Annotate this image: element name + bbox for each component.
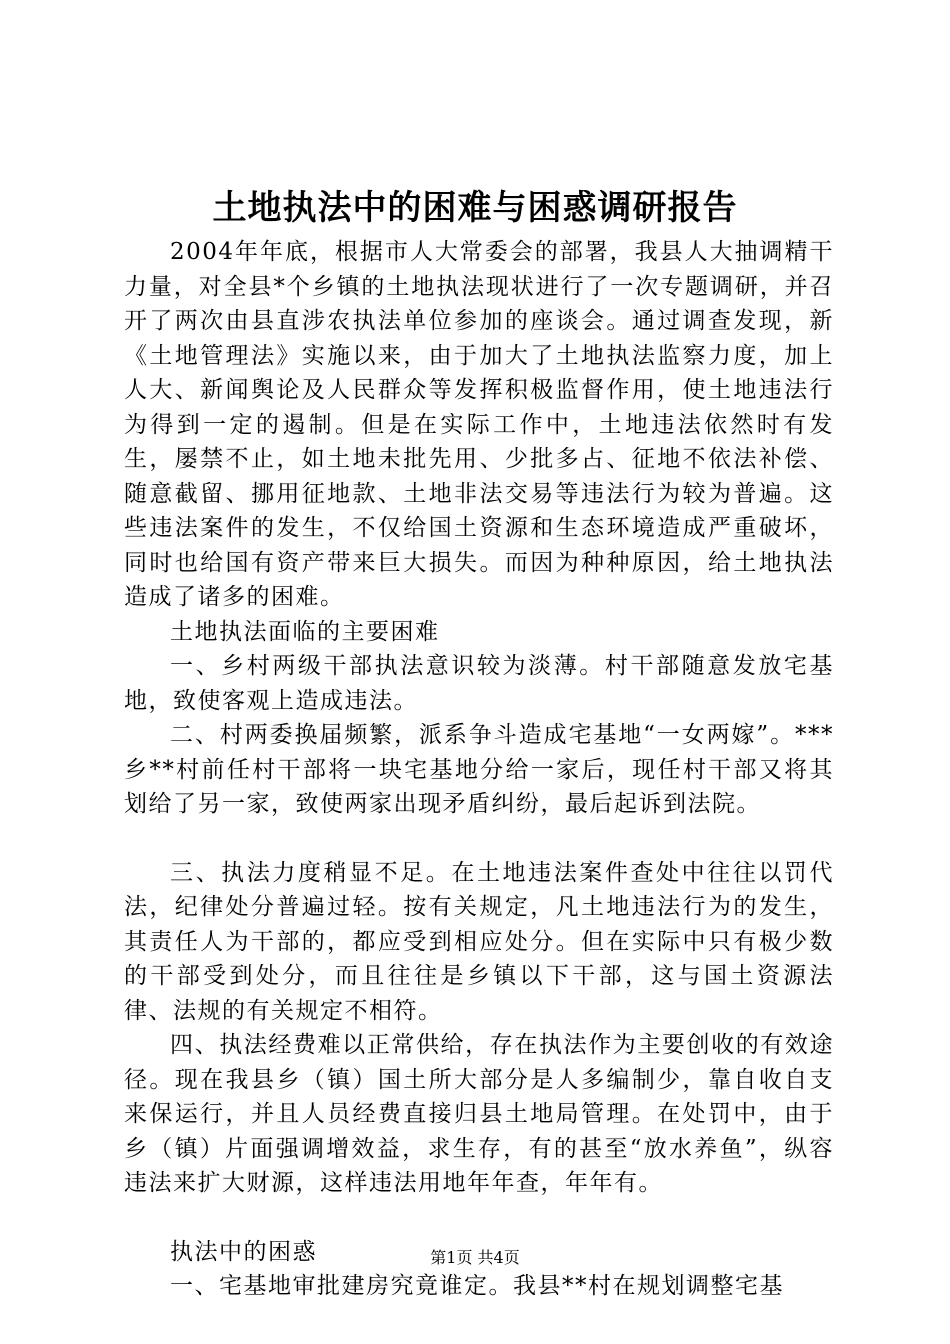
page-footer: 第1页 共4页 [430,1248,520,1267]
section-heading-difficulties: 土地执法面临的主要困难 [170,618,440,645]
section-heading-confusions: 执法中的困惑 [170,1238,317,1265]
document-title: 土地执法中的困难与困惑调研报告 [212,188,738,228]
paragraph-difficulty-2: 二、村两委换届频繁，派系争斗造成宅基地“一女两嫁”。***乡**村前任村干部将一块宅基地分给一家后，现任村干部又将其划给了另一家，致使两家出现矛盾纠纷，最后起诉到法院。 [124,722,834,817]
paragraph-difficulty-4: 四、执法经费难以正常供给，存在执法作为主要创收的有效途径。现在我县乡（镇）国土所大部分是人多编制少，靠自收自支来保运行，并且人员经费直接归县土地局管理。在处罚中，由于乡（镇）片面强调增效益，求生存，有的甚至“放水养鱼”，纵容违法来扩大财源，这样违法用地年年查，年年有。 [124,1032,834,1196]
paragraph-intro: 2004年年底，根据市人大常委会的部署，我县人大抽调精干力量，对全县*个乡镇的土地执法现状进行了一次专题调研，并召开了两次由县直涉农执法单位参加的座谈会。通过调查发现，新《土地管理法》实施以来，由于加大了土地执法监察力度，加上人大、新闻舆论及人民群众等发挥积极监督作用，使土地违法行为得到一定的遏制。但是在实际工作中，土地违法依然时有发生，屡禁不止，如土地未批先用、少批多占、征地不依法补偿、随意截留、挪用征地款、土地非法交易等违法行为较为普遍。这些违法案件的发生，不仅给国土资源和生态环境造成严重破坏，同时也给国有资产带来巨大损失。而因为种种原因，给土地执法造成了诸多的困难。 [124,239,834,610]
paragraph-confusion-1: 一、宅基地审批建房究竟谁定。我县**村在规划调整宅基 [170,1273,784,1299]
document-body [124,235,834,1304]
paragraph-difficulty-3: 三、执法力度稍显不足。在土地违法案件查处中往往以罚代法，纪律处分普遍过轻。按有关规定，凡土地违法行为的发生，其责任人为干部的，都应受到相应处分。但在实际中只有极少数的干部受到处分，而且往往是乡镇以下干部，这与国土资源法律、法规的有关规定不相符。 [124,859,834,1024]
paragraph-difficulty-1: 一、乡村两级干部执法意识较为淡薄。村干部随意发放宅基地，致使客观上造成违法。 [124,653,834,714]
